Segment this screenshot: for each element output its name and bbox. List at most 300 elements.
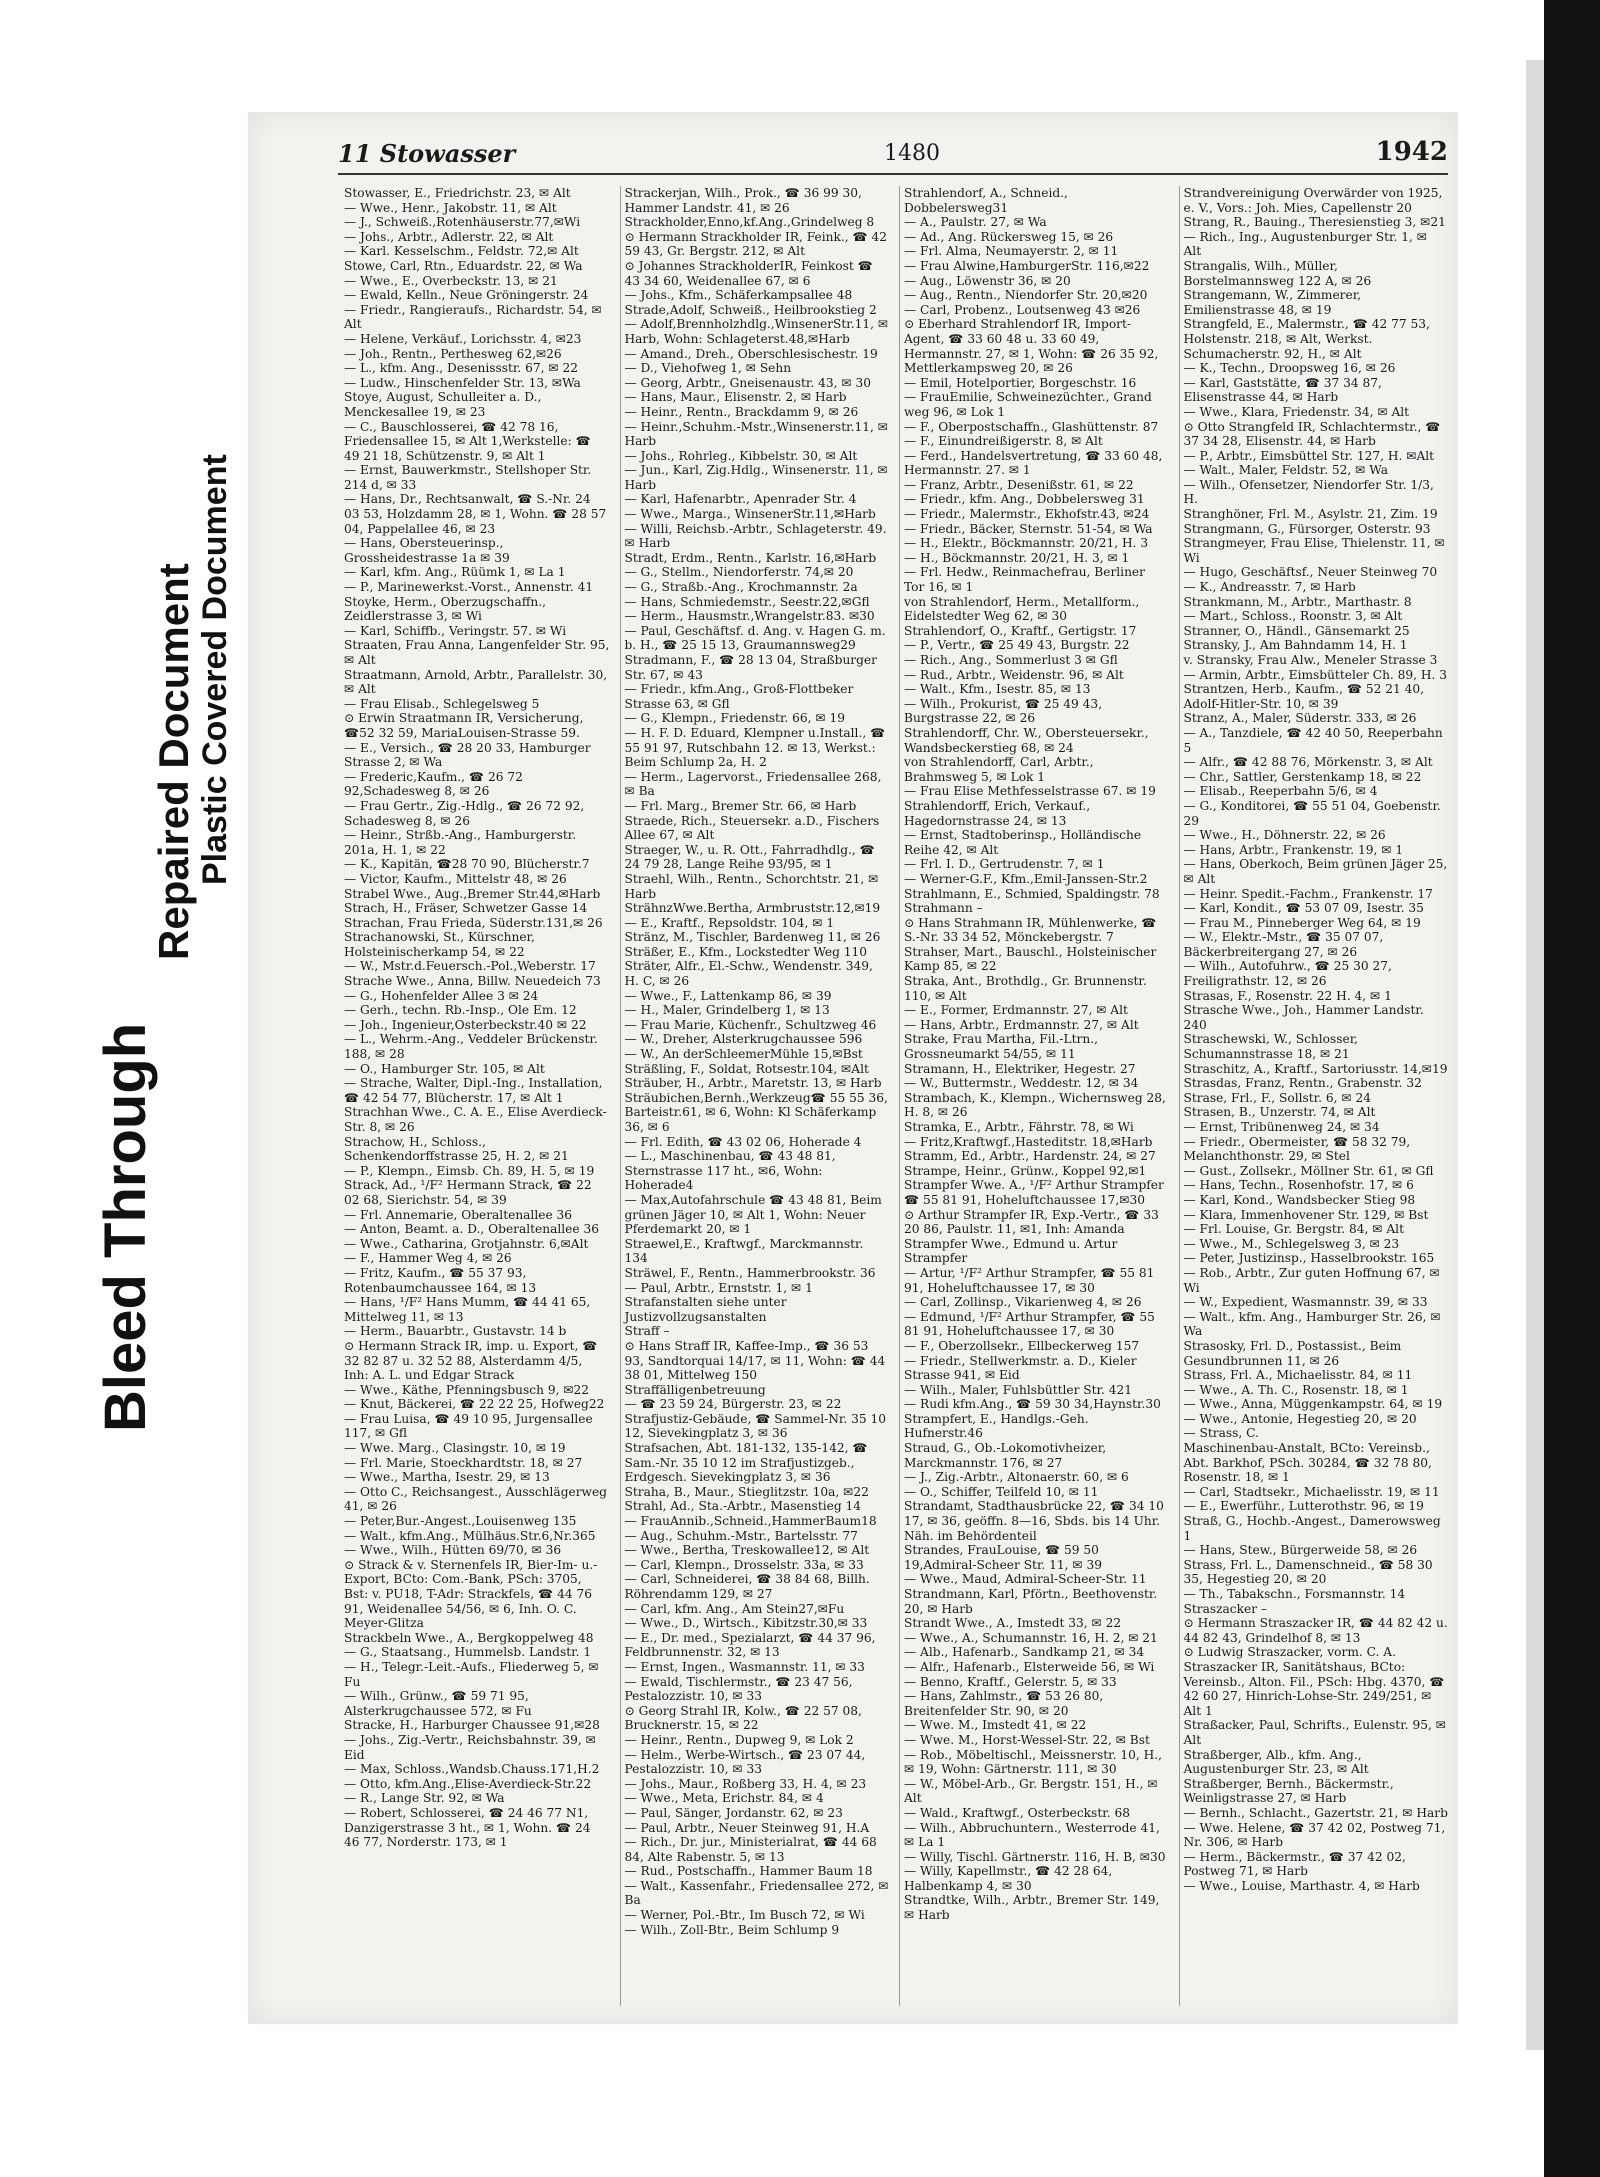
- directory-entry: — Wilh., Maler, Fuhlsbüttler Str. 421: [904, 1382, 1133, 1397]
- directory-entry: von Strahlendorf, Herm., Metallform., Eidelstedter Weg 62, ✉ 30: [904, 594, 1140, 624]
- directory-entry: SträhnzWwe.Bertha, Armbruststr.12,✉19: [624, 901, 881, 916]
- directory-entry: — FrauAnnib.,Schneid.,HammerBaum18: [624, 1514, 877, 1529]
- directory-entry: — Paul, Arbtr., Neuer Steinweg 91, H.A: [624, 1820, 870, 1835]
- directory-entry: — F., Oberzollsekr., Ellbeckerweg 157: [904, 1338, 1140, 1353]
- directory-entry: — Herm., Lagervorst., Friedensallee 268, ✉ Ba: [624, 769, 882, 799]
- directory-entry: — Rudi kfm.Ang., ☎ 59 30 34,Haynstr.30: [904, 1397, 1161, 1412]
- directory-entry: — Johs., Rohrleg., Kibbelstr. 30, ✉ Alt: [624, 448, 858, 463]
- directory-entry: — Rich., Ing., Augustenburger Str. 1, ✉ Alt: [1183, 229, 1427, 259]
- directory-entry: — Ewald, Tischlermstr., ☎ 23 47 56, Pestalozzistr. 10, ✉ 33: [624, 1674, 853, 1704]
- directory-entry: — Jun., Karl, Zig.Hdlg., Winsenerstr. 11, ✉ Harb: [624, 463, 888, 492]
- directory-entry: — Ernst, Tribünenweg 24, ✉ 34: [1183, 1120, 1380, 1134]
- directory-entry: — Edmund, ¹/F² Arthur Strampfer, ☎ 55 81 91, Hoheluftchaussee 17, ✉ 30: [904, 1309, 1155, 1339]
- directory-entry: — Knut, Bäckerei, ☎ 22 22 25, Hofweg22: [344, 1397, 605, 1412]
- directory-entry: — Amand., Dreh., Oberschlesischestr. 19: [624, 346, 878, 361]
- directory-entry: Stradmann, F., ☎ 28 13 04, Straßburger Str. 67, ✉ 43: [624, 653, 877, 682]
- directory-entry: Stowasser, E., Friedrichstr. 23, ✉ Alt: [344, 186, 571, 200]
- directory-entry: — P., Arbtr., Eimsbüttel Str. 127, H. ✉Alt: [1183, 448, 1435, 463]
- directory-entry: — Anton, Beamt. a. D., Oberaltenallee 36: [344, 1222, 599, 1237]
- directory-entry: — W., Dreher, Alsterkrugchaussee 596: [624, 1032, 863, 1047]
- directory-entry: — Alfr., Hafenarb., Elsterweide 56, ✉ Wi: [904, 1659, 1155, 1674]
- directory-entry: Straschitz, A., Kraftf., Sartoriusstr. 14,✉19: [1183, 1061, 1448, 1076]
- directory-entry: — E., Dr. med., Spezialarzt, ☎ 44 37 96, Feldbrunnenstr. 32, ✉ 13: [624, 1630, 876, 1660]
- directory-entry: — Willi, Reichsb.-Arbtr., Schlageterstr. 49. ✉ Harb: [624, 521, 887, 551]
- directory-entry: — Carl, Stadtsekr., Michaelisstr. 19, ✉ 11: [1183, 1484, 1440, 1499]
- directory-entry: — Rich., Ang., Sommerlust 3 ✉ Gfl: [904, 653, 1118, 667]
- directory-entry: — Wwe., Meta, Erichstr. 84, ✉ 4: [624, 1791, 824, 1806]
- directory-entry: — Wwe., Marga., WinsenerStr.11,✉Harb: [624, 507, 876, 522]
- directory-entry: — F., Einundreißigerstr. 8, ✉ Alt: [904, 434, 1103, 449]
- directory-entry: — O., Hamburger Str. 105, ✉ Alt: [344, 1061, 545, 1076]
- directory-entry: Sträßling, F., Soldat, Rotsestr.104, ✉Alt: [624, 1061, 869, 1076]
- directory-entry: — A., Tanzdiele, ☎ 42 40 50, Reeperbahn 5: [1183, 725, 1443, 755]
- directory-entry: Stranner, O., Händl., Gänsemarkt 25: [1183, 623, 1410, 638]
- directory-entry: Straede, Rich., Steuersekr. a.D., Fischers Allee 67, ✉ Alt: [624, 813, 880, 843]
- directory-entry: Strangemann, W., Zimmerer, Emilienstrasse 48, ✉ 19: [1183, 288, 1362, 317]
- directory-entry: — Wilh., Ofensetzer, Niendorfer Str. 1/3, H.: [1183, 477, 1434, 507]
- directory-entry: — Hans, Schmiedemstr., Seestr.22,✉Gfl: [624, 594, 870, 609]
- directory-entry: — Johs., Zig.-Vertr., Reichsbahnstr. 39, ✉ Eid: [344, 1732, 596, 1762]
- directory-entry: — A., Paulstr. 27, ✉ Wa: [904, 215, 1047, 230]
- directory-entry: — Wwe. M., Horst-Wessel-Str. 22, ✉ Bst: [904, 1732, 1150, 1747]
- directory-entry: Straschewski, W., Schlosser, Schumannstrasse 18, ✉ 21: [1183, 1032, 1359, 1062]
- directory-entry: — G., Stellm., Niendorferstr. 74,✉ 20: [624, 565, 854, 580]
- directory-entry: — W., Buttermstr., Weddestr. 12, ✉ 34: [904, 1076, 1139, 1091]
- directory-entry: Strampe, Heinr., Grünw., Koppel 92,✉1: [904, 1163, 1147, 1178]
- directory-entry: — Wilh., Autofuhrw., ☎ 25 30 27, Freiligrathstr. 12, ✉ 26: [1183, 959, 1392, 989]
- directory-entry: — H., Maler, Grindelberg 1, ✉ 13: [624, 1003, 830, 1018]
- directory-entry: ⊙ Otto Strangfeld IR, Schlachtermstr., ☎ 37 34 28, Elisenstr. 44, ✉ Harb: [1183, 419, 1441, 449]
- directory-entry: — Wilh., Grünw., ☎ 59 71 95, Alsterkrugchaussee 572, ✉ Fu: [344, 1689, 532, 1718]
- directory-entry: Sträßer, E., Kfm., Lockstedter Weg 110: [624, 944, 868, 959]
- directory-entry: — Wwe., D., Wirtsch., Kibitzstr.30,✉ 33: [624, 1616, 868, 1631]
- directory-entry: — Fritz,Kraftwgf.,Hasteditstr. 18,✉Harb: [904, 1134, 1153, 1149]
- directory-entry: — Wilh., Zoll-Btr., Beim Schlump 9: [624, 1922, 840, 1937]
- directory-entry: Strabel Wwe., Aug.,Bremer Str.44,✉Harb: [344, 886, 601, 901]
- directory-entry: Strangmeyer, Frau Elise, Thielenstr. 11, ✉ Wi: [1183, 536, 1445, 565]
- directory-entry: Strahl, Ad., Sta.-Arbtr., Masenstieg 14: [624, 1499, 862, 1514]
- directory-entry: — Otto, kfm.Ang.,Elise-Averdieck-Str.22: [344, 1776, 592, 1791]
- directory-entry: — Peter,Bur.-Angest.,Louisenweg 135: [344, 1514, 577, 1529]
- page-edge-strip: [1526, 60, 1544, 2050]
- directory-entry: — D., Viehofweg 1, ✉ Sehn: [624, 361, 792, 376]
- directory-entry: Strafanstalten siehe unter Justizvollzugsanstalten: [624, 1295, 787, 1324]
- directory-entry: — Hans, Zahlmstr., ☎ 53 26 80, Breitenfelder Str. 90, ✉ 20: [904, 1689, 1104, 1718]
- directory-entry: — Elisab., Reeperbahn 5/6, ✉ 4: [1183, 784, 1378, 799]
- directory-entry: — Helm., Werbe-Wirtsch., ☎ 23 07 44, Pestalozzistr. 10, ✉ 33: [624, 1747, 866, 1777]
- directory-entry: — Hans, Arbtr., Frankenstr. 19, ✉ 1: [1183, 842, 1404, 857]
- directory-entry: — H. F. D. Eduard, Klempner u.Install., ☎ 55 91 97, Rutschbahn 12. ✉ 13, Werkst.: Beim Schlump 2a, H. 2: [624, 725, 886, 770]
- directory-entry: — Th., Tabakschn., Forsmannstr. 14: [1183, 1587, 1406, 1601]
- directory-entry: Straha, B., Maur., Stieglitzstr. 10a, ✉22: [624, 1484, 869, 1499]
- directory-entry: — Walt., Maler, Feldstr. 52, ✉ Wa: [1183, 463, 1388, 478]
- directory-entry: Sträubichen,Bernh.,Werkzeug☎ 55 55 36, Barteistr.61, ✉ 6, Wohn: Kl Schäferkamp 36, ✉ 6: [624, 1090, 888, 1134]
- directory-entry: — Walt., Kassenfahr., Friedensallee 272, ✉ Ba: [624, 1878, 889, 1908]
- directory-entry: — P., Vertr., ☎ 25 49 43, Burgstr. 22: [904, 638, 1130, 653]
- directory-entry: — Aug., Löwenstr 36, ✉ 20: [904, 273, 1071, 288]
- directory-entry: Strandt Wwe., A., Imstedt 33, ✉ 22: [904, 1616, 1122, 1631]
- directory-entry: — Frau Alwine,HamburgerStr. 116,✉22: [904, 258, 1150, 273]
- directory-entry: — Bernh., Schlacht., Gazertstr. 21, ✉ Harb: [1183, 1805, 1448, 1820]
- directory-entry: — Frl. Annemarie, Oberaltenallee 36: [344, 1207, 573, 1222]
- directory-entry: Stracke, H., Harburger Chaussee 91,✉28: [344, 1718, 600, 1733]
- directory-entry: Strackholder,Enno,kf.Ang.,Grindelweg 8: [624, 215, 875, 230]
- directory-entry: ⊙ Georg Strahl IR, Kolw., ☎ 22 57 08, Brucknerstr. 15, ✉ 22: [624, 1703, 862, 1733]
- directory-entry: — Hans, ¹/F² Hans Mumm, ☎ 44 41 65, Mittelweg 11, ✉ 13: [344, 1295, 591, 1324]
- directory-entry: — Walt., Kfm., Isestr. 85, ✉ 13: [904, 682, 1091, 697]
- directory-entry: Strambach, K., Klempn., Wichernsweg 28, H. 8, ✉ 26: [904, 1090, 1166, 1120]
- directory-entry: Stramm, Ed., Arbtr., Hardenstr. 24, ✉ 27: [904, 1149, 1156, 1164]
- directory-entry: — Frau Elisab., Schlegelsweg 5: [344, 696, 540, 711]
- directory-entry: — L., kfm. Ang., Desenissstr. 67, ✉ 22: [344, 361, 578, 376]
- directory-entry: — Heinr.,Schuhm.-Mstr.,Winsenerstr.11, ✉ Harb: [624, 419, 888, 449]
- directory-entry: — Frl. I. D., Gertrudenstr. 7, ✉ 1: [904, 857, 1105, 872]
- directory-entry: Strandamt, Stadthausbrücke 22, ☎ 34 10 17, ✉ 36, geöffn. 8—16, Sbds. bis 14 Uhr. Näh. im Behördenteil: [904, 1499, 1164, 1543]
- directory-entry: — Carl, Schneiderei, ☎ 38 84 68, Billh. Röhrendamm 129, ✉ 27: [624, 1572, 870, 1601]
- directory-entry: — Friedr., Obermeister, ☎ 58 32 79, Melanchthonstr. 29, ✉ Stel: [1183, 1134, 1411, 1164]
- directory-entry: — Frau Marie, Küchenfr., Schultzweg 46: [624, 1017, 877, 1032]
- directory-entry: — W., Elektr.-Mstr., ☎ 35 07 07, Bäckerbreitergang 27, ✉ 26: [1183, 930, 1384, 959]
- directory-entry: Strankmann, M., Arbtr., Marthastr. 8: [1183, 594, 1412, 609]
- directory-entry: — Karl, kfm. Ang., Rüümk 1, ✉ La 1: [344, 565, 566, 580]
- directory-entry: Strache Wwe., Anna, Billw. Neuedeich 73: [344, 974, 601, 989]
- directory-entry: — Otto C., Reichsangest., Ausschlägerweg 41, ✉ 26: [344, 1484, 607, 1514]
- directory-entry: — Rich., Dr. jur., Ministerialrat, ☎ 44 68 84, Alte Rabenstr. 5, ✉ 13: [624, 1835, 877, 1864]
- directory-entry: — Helene, Verkäuf., Lorichsstr. 4, ✉23: [344, 331, 582, 346]
- directory-entry: — Hans, Techn., Rosenhofstr. 17, ✉ 6: [1183, 1178, 1414, 1193]
- directory-entry: Strang, R., Bauing., Theresienstieg 3, ✉21: [1183, 215, 1446, 230]
- directory-entry: — J., Zig.-Arbtr., Altonaerstr. 60, ✉ 6: [904, 1470, 1129, 1485]
- header-running-title: 11 Stowasser: [338, 139, 516, 168]
- directory-entry: Strahlendorff, Chr. W., Obersteuersekr., Wandsbeckerstieg 68, ✉ 24: [904, 725, 1149, 755]
- directory-entry: — Friedr., kfm.Ang., Groß-Flottbeker Strasse 63, ✉ Gfl: [624, 682, 854, 711]
- directory-entry: Straß, G., Hochb.-Angest., Damerowsweg 1: [1183, 1514, 1441, 1543]
- directory-entry: Strandmann, Karl, Pförtn., Beethovenstr. 20, ✉ Harb: [904, 1587, 1158, 1616]
- directory-entry: — Karl. Kesselschm., Feldstr. 72,✉ Alt: [344, 244, 579, 259]
- directory-entry: Strahlendorf, O., Kraftf., Gertigstr. 17: [904, 623, 1137, 638]
- directory-entry: — Wwe., F., Lattenkamp 86, ✉ 39: [624, 988, 832, 1003]
- bleed-through-label: Bleed Through: [93, 1022, 158, 1432]
- directory-entry: — Werner, Pol.-Btr., Im Busch 72, ✉ Wi: [624, 1908, 865, 1923]
- directory-entry: — Wwe. Helene, ☎ 37 42 02, Postweg 71, Nr. 306, ✉ Harb: [1183, 1820, 1446, 1850]
- directory-entry: Straka, Ant., Brothdlg., Gr. Brunnenstr. 110, ✉ Alt: [904, 974, 1147, 1003]
- directory-entry: — K., Andreasstr. 7, ✉ Harb: [1183, 580, 1356, 595]
- directory-entry: Strahser, Mart., Bauschl., Holsteinischer Kamp 85, ✉ 22: [904, 944, 1157, 974]
- directory-entry: — Wilh., Abbruchuntern., Westerrode 41, ✉ La 1: [904, 1820, 1160, 1850]
- directory-entry: — G., Klempn., Friedenstr. 66, ✉ 19: [624, 711, 846, 726]
- directory-entry: — W., Möbel-Arb., Gr. Bergstr. 151, H., ✉ Alt: [904, 1776, 1158, 1806]
- directory-entry: Stranghöner, Frl. M., Asylstr. 21, Zim. 19: [1183, 507, 1438, 522]
- directory-entry: — Victor, Kaufm., Mittelstr 48, ✉ 26: [344, 871, 567, 886]
- directory-entry: — Herm., Bauarbtr., Gustavstr. 14 b: [344, 1324, 567, 1339]
- directory-entry: — H., Böckmannstr. 20/21, H. 3, ✉ 1: [904, 550, 1130, 565]
- directory-entry: Strachanowski, St., Kürschner, Holsteinischerkamp 54, ✉ 22: [344, 930, 535, 959]
- directory-entry: — Heinr. Spedit.-Fachm., Frankenstr. 17: [1183, 886, 1433, 901]
- directory-entry: — Johs., Kfm., Schäferkampsallee 48: [624, 288, 853, 303]
- directory-entry: — Frl. Louise, Gr. Bergstr. 84, ✉ Alt: [1183, 1222, 1404, 1237]
- directory-entry: — Wwe., H., Döhnerstr. 22, ✉ 26: [1183, 828, 1386, 843]
- directory-entry: — Frau Luisa, ☎ 49 10 95, Jurgensallee 117, ✉ Gfl: [344, 1411, 593, 1441]
- directory-entry: — Karl, Kond., Wandsbecker Stieg 98: [1183, 1192, 1416, 1207]
- directory-entry: — Willy, Tischl. Gärtnerstr. 116, H. B, ✉30: [904, 1849, 1166, 1864]
- directory-entry: — Karl, Hafenarbtr., Apenrader Str. 4: [624, 492, 857, 507]
- directory-entry: — Hans, Maur., Elisenstr. 2, ✉ Harb: [624, 390, 847, 405]
- directory-entry: — L., Maschinenbau, ☎ 43 48 81, Sternstrasse 117 ht., ✉6, Wohn: Hoherade4: [624, 1149, 836, 1193]
- directory-entry: — Rob., Arbtr., Zur guten Hoffnung 67, ✉ Wi: [1183, 1265, 1440, 1295]
- directory-entry: Strangalis, Wilh., Müller, Borstelmannsweg 122 A, ✉ 26: [1183, 258, 1372, 288]
- directory-entry: ⊙ Hans Strahmann IR, Mühlenwerke, ☎ S.-Nr. 33 34 52, Mönckebergstr. 7: [904, 915, 1157, 945]
- directory-entry: — Aug., Rentn., Niendorfer Str. 20,✉20: [904, 288, 1148, 303]
- directory-entry: — Hugo, Geschäftsf., Neuer Steinweg 70: [1183, 565, 1438, 580]
- directory-entry: — Johs., Maur., Roßberg 33, H. 4, ✉ 23: [624, 1776, 867, 1791]
- directory-entry: Strandes, FrauLouise, ☎ 59 50 19,Admiral-Scheer Str. 11, ✉ 39: [904, 1543, 1103, 1572]
- directory-entry: — Gerh., techn. Rb.-Insp., Ole Em. 12: [344, 1003, 577, 1018]
- column-4: [1179, 186, 1453, 2006]
- directory-entry: Strachow, H., Schloss., Schenkendorffstrasse 25, H. 2, ✉ 21: [344, 1134, 569, 1164]
- directory-entry: — Frl. Alma, Neumayerstr. 2, ✉ 11: [904, 244, 1119, 259]
- directory-entry: — Chr., Sattler, Gerstenkamp 18, ✉ 22: [1183, 769, 1422, 784]
- directory-entry: — Heinr., Strßb.-Ang., Hamburgerstr. 201a, H. 1, ✉ 22: [344, 828, 577, 857]
- directory-entry: Stränz, M., Tischler, Bardenweg 11, ✉ 26: [624, 930, 881, 945]
- directory-entry: — Karl, Gaststätte, ☎ 37 34 87, Elisenstrasse 44, ✉ Harb: [1183, 375, 1382, 405]
- directory-entry: — Wwe. M., Imstedt 41, ✉ 22: [904, 1718, 1087, 1733]
- directory-entry: — Frl. Hedw., Reinmachefrau, Berliner Tor 16, ✉ 1: [904, 565, 1145, 595]
- directory-entry: — Wwe., Antonie, Hegestieg 20, ✉ 20: [1183, 1411, 1417, 1426]
- directory-entry: — G., Hohenfelder Allee 3 ✉ 24: [344, 988, 539, 1003]
- directory-entry: Strangfeld, E., Malermstr., ☎ 42 77 53, Holstenstr. 218, ✉ Alt, Werkst. Schumacherstr. 92, H., ✉ Alt: [1183, 317, 1430, 361]
- directory-entry: — Wwe. Marg., Clasingstr. 10, ✉ 19: [344, 1441, 566, 1456]
- directory-entry: — Hans, Dr., Rechtsanwalt, ☎ S.-Nr. 24 03 53, Holzdamm 28, ✉ 1, Wohn. ☎ 28 57 04, Pappelallee 46, ✉ 23: [344, 492, 607, 536]
- directory-entry: — Wilh., Prokurist, ☎ 25 49 43, Burgstrasse 22, ✉ 26: [904, 696, 1103, 726]
- plastic-covered-label: Plastic Covered Document: [196, 454, 234, 885]
- directory-entry: — Ad., Ang. Rückersweg 15, ✉ 26: [904, 229, 1114, 244]
- directory-entry: ⊙ Johannes StrackholderIR, Feinkost ☎ 43 34 60, Weidenallee 67, ✉ 6: [624, 258, 873, 288]
- directory-entry: ⊙ Hermann Straszacker IR, ☎ 44 82 42 u. 44 82 43, Grindelhof 8, ✉ 13: [1183, 1616, 1448, 1645]
- directory-entry: — Heinr., Rentn., Dupweg 9, ✉ Lok 2: [624, 1732, 854, 1747]
- directory-entry: — Wwe., Wilh., Hütten 69/70, ✉ 36: [344, 1543, 562, 1558]
- directory-entry: — Wwe., M., Schlegelsweg 3, ✉ 23: [1183, 1236, 1400, 1251]
- directory-entry: Straffälligenbetreuung: [624, 1382, 766, 1397]
- directory-entry: — FrauEmilie, Schweinezüchter., Grand weg 96, ✉ Lok 1: [904, 390, 1152, 419]
- directory-entry: Strafjustiz-Gebäude, ☎ Sammel-Nr. 35 10 12, Sievekingplatz 3, ✉ 36: [624, 1411, 886, 1441]
- directory-entry: Strasche Wwe., Joh., Hammer Landstr. 240: [1183, 1003, 1424, 1032]
- directory-entry: — Walt., kfm. Ang., Hamburger Str. 26, ✉ Wa: [1183, 1309, 1441, 1339]
- directory-entry: Strass, Frl. A., Michaelisstr. 84, ✉ 11: [1183, 1368, 1413, 1383]
- directory-entry: — Carl, Zollinsp., Vikarienweg 4, ✉ 26: [904, 1295, 1142, 1310]
- directory-entry: — Alb., Hafenarb., Sandkamp 21, ✉ 34: [904, 1645, 1145, 1660]
- directory-entry: — Wwe., E., Overbeckstr. 13, ✉ 21: [344, 273, 558, 288]
- directory-entry: — Frau Gertr., Zig.-Hdlg., ☎ 26 72 92, Schadesweg 8, ✉ 26: [344, 798, 585, 828]
- directory-entry: — P., Marinewerkst.-Vorst., Annenstr. 41: [344, 580, 594, 595]
- directory-entry: v. Stransky, Frau Alw., Meneler Strasse 3: [1183, 653, 1438, 667]
- directory-entry: ⊙ Eberhard Strahlendorf IR, Import-Agent, ☎ 33 60 48 u. 33 60 49, Hermannstr. 27, ✉ 1, Wohn: ☎ 26 35 92, Mettlerkampsweg 20, ✉ 26: [904, 317, 1159, 376]
- directory-entry: — Carl, Klempn., Drosselstr. 33a, ✉ 33: [624, 1557, 864, 1572]
- directory-entry: — Willy, Kapellmstr., ☎ 42 28 64, Halbenkamp 4, ✉ 30: [904, 1864, 1113, 1893]
- directory-entry: — H., Elektr., Böckmannstr. 20/21, H. 3: [904, 536, 1149, 551]
- directory-entry: Strasen, B., Unzerstr. 74, ✉ Alt: [1183, 1105, 1376, 1120]
- directory-entry: Stowe, Carl, Rtn., Eduardstr. 22, ✉ Wa: [344, 258, 583, 273]
- directory-entry: — C., Bauschlosserei, ☎ 42 78 16, Friedensallee 15, ✉ Alt 1,Werkstelle: ☎ 49 21 18, Schützenstr. 9, ✉ Alt 1: [344, 419, 591, 463]
- directory-entry: — Wwe., Catharina, Grotjahnstr. 6,✉Alt: [344, 1236, 589, 1251]
- directory-entry: — Robert, Schlosserei, ☎ 24 46 77 N1, Danzigerstrasse 3 ht., ✉ 1, Wohn. ☎ 24 46 77, Norderstr. 173, ✉ 1: [344, 1805, 591, 1850]
- directory-entry: — W., Mstr.d.Feuersch.-Pol.,Weberstr. 17: [344, 959, 596, 974]
- directory-entry: ⊙ Hermann Strack IR, imp. u. Export, ☎ 32 82 87 u. 32 52 88, Alsterdamm 4/5, Inh: A. L. und Edgar Strack: [344, 1338, 598, 1383]
- directory-entry: Stradt, Erdm., Rentn., Karlstr. 16,✉Harb: [624, 550, 877, 565]
- directory-entry: — Walt., kfm.Ang., Mülhäus.Str.6,Nr.365: [344, 1528, 596, 1543]
- directory-entry: — Carl, kfm. Ang., Am Stein27,✉Fu: [624, 1601, 845, 1616]
- directory-entry: Strackbeln Wwe., A., Bergkoppelweg 48: [344, 1630, 594, 1645]
- directory-entry: — P., Klempn., Eimsb. Ch. 89, H. 5, ✉ 19: [344, 1163, 595, 1178]
- directory-entry: — Frl. Edith, ☎ 43 02 06, Hoherade 4: [624, 1134, 862, 1149]
- directory-entry: Strahlmann, E., Schmied, Spaldingstr. 78: [904, 886, 1160, 901]
- directory-entry: — Gust., Zollsekr., Möllner Str. 61, ✉ Gfl: [1183, 1163, 1434, 1178]
- directory-entry: — Rud., Arbtr., Weidenstr. 96, ✉ Alt: [904, 667, 1124, 682]
- directory-entry: — Georg, Arbtr., Gneisenaustr. 43, ✉ 30: [624, 375, 872, 390]
- directory-entry: Strack, Ad., ¹/F² Hermann Strack, ☎ 22 02 68, Sierichstr. 54, ✉ 39: [344, 1178, 592, 1207]
- header-year: 1942: [1375, 137, 1448, 167]
- directory-entry: — Wwe., Martha, Isestr. 29, ✉ 13: [344, 1470, 550, 1485]
- directory-entry: — Fritz, Kaufm., ☎ 55 37 93, Rotenbaumchaussee 164, ✉ 13: [344, 1265, 537, 1295]
- directory-entry: Straehl, Wilh., Rentn., Schorchtstr. 21, ✉ Harb: [624, 871, 879, 901]
- directory-entry: — H., Telegr.-Leit.-Aufs., Fliederweg 5, ✉ Fu: [344, 1659, 599, 1689]
- directory-entry: — Frl. Marg., Bremer Str. 66, ✉ Harb: [624, 798, 857, 813]
- directory-entry: von Strahlendorff, Carl, Arbtr., Brahmsweg 5, ✉ Lok 1: [904, 755, 1094, 784]
- directory-entry: Strangmann, G., Fürsorger, Osterstr. 93: [1183, 521, 1431, 536]
- directory-entry: Strach, H., Fräser, Schwetzer Gasse 14: [344, 901, 588, 916]
- directory-entry: — R., Lange Str. 92, ✉ Wa: [344, 1791, 505, 1806]
- directory-entry: Straszacker –: [1183, 1601, 1267, 1616]
- directory-entry: Stoyke, Herm., Oberzugschaffn., Zeidlerstrasse 3, ✉ Wi: [344, 594, 547, 624]
- directory-entry: — Friedr., Rangieraufs., Richardstr. 54, ✉ Alt: [344, 302, 602, 332]
- directory-page: [248, 112, 1458, 2024]
- directory-entry: Strake, Frau Martha, Fil.-Ltrn., Grossneumarkt 54/55, ✉ 11: [904, 1032, 1098, 1062]
- directory-entry: — Hans, Arbtr., Erdmannstr. 27, ✉ Alt: [904, 1017, 1139, 1032]
- directory-entry: — Ludw., Hinschenfelder Str. 13, ✉Wa: [344, 375, 581, 390]
- directory-entry: — Frl. Marie, Stoeckhardtstr. 18, ✉ 27: [344, 1455, 583, 1470]
- directory-entry: — Peter, Justizinsp., Hasselbrookstr. 165: [1183, 1251, 1435, 1266]
- directory-entry: — Wwe., Henr., Jakobstr. 11, ✉ Alt: [344, 200, 557, 215]
- directory-entry: Straßacker, Paul, Schrifts., Eulenstr. 95, ✉ Alt: [1183, 1718, 1446, 1747]
- directory-entry: — Mart., Schloss., Roonstr. 3, ✉ Alt: [1183, 609, 1403, 624]
- directory-entry: — E., Former, Erdmannstr. 27, ✉ Alt: [904, 1003, 1128, 1018]
- directory-entry: — Friedr., kfm. Ang., Dobbelersweg 31: [904, 492, 1145, 507]
- directory-entry: — Herm., Bäckermstr., ☎ 37 42 02, Postweg 71, ✉ Harb: [1183, 1849, 1406, 1879]
- directory-entry: — Johs., Arbtr., Adlerstr. 22, ✉ Alt: [344, 229, 554, 244]
- directory-entry: — Rob., Möbeltischl., Meissnerstr. 10, H., ✉ 19, Wohn: Gärtnerstr. 111, ✉ 30: [904, 1747, 1162, 1777]
- directory-entry: — Ernst, Bauwerkmstr., Stellshoper Str. 214 d, ✉ 33: [344, 463, 592, 492]
- directory-entry: Strahlendorf, A., Schneid., Dobbelersweg31: [904, 186, 1068, 215]
- directory-entry: — Friedr., Malermstr., Ekhofstr.43, ✉24: [904, 507, 1150, 522]
- directory-entry: — Rud., Postschaffn., Hammer Baum 18: [624, 1864, 873, 1879]
- directory-entry: — E., Ewerführ., Lutterothstr. 96, ✉ 19: [1183, 1499, 1424, 1514]
- directory-entry: — Joh., Ingenieur,Osterbeckstr.40 ✉ 22: [344, 1017, 587, 1032]
- directory-entry: — G., Staatsang., Hummelsb. Landstr. 1: [344, 1645, 592, 1660]
- entry-columns: [340, 186, 1452, 2006]
- directory-entry: — Max,Autofahrschule ☎ 43 48 81, Beim grünen Jäger 10, ✉ Alt 1, Wohn: Neuer Pferdemarkt 20, ✉ 1: [624, 1192, 882, 1237]
- directory-entry: — Wwe., Anna, Müggenkampstr. 64, ✉ 19: [1183, 1397, 1443, 1412]
- directory-entry: — Hans, Stew., Bürgerweide 58, ✉ 26: [1183, 1543, 1418, 1558]
- directory-entry: Stranz, A., Maler, Süderstr. 333, ✉ 26: [1183, 711, 1417, 726]
- directory-entry: — ☎ 23 59 24, Bürgerstr. 23, ✉ 22: [624, 1397, 842, 1412]
- directory-entry: — K., Techn., Droopsweg 16, ✉ 26: [1183, 361, 1396, 376]
- directory-entry: — Ernst, Ingen., Wasmannstr. 11, ✉ 33: [624, 1659, 865, 1674]
- directory-entry: — F., Hammer Weg 4, ✉ 26: [344, 1251, 512, 1266]
- directory-entry: — Artur, ¹/F² Arthur Strampfer, ☎ 55 81 91, Hoheluftchaussee 17, ✉ 30: [904, 1265, 1155, 1295]
- directory-entry: — Werner-G.F., Kfm.,Emil-Janssen-Str.2: [904, 871, 1148, 886]
- directory-entry: Strasdas, Franz, Rentn., Grabenstr. 32: [1183, 1076, 1422, 1091]
- directory-entry: — W., An derSchleemerMühle 15,✉Bst: [624, 1047, 863, 1062]
- column-3: [899, 186, 1173, 2006]
- directory-entry: Strampfert, E., Handlgs.-Geh. Hufnerstr.46: [904, 1411, 1089, 1441]
- directory-entry: — Wald., Kraftwgf., Osterbeckstr. 68: [904, 1805, 1130, 1820]
- directory-entry: — Klara, Immenhovener Str. 129, ✉ Bst: [1183, 1207, 1429, 1222]
- page-header: [338, 137, 1448, 175]
- directory-entry: — Frau M., Pinneberger Weg 64, ✉ 19: [1183, 915, 1421, 930]
- directory-entry: Strandtke, Wilh., Arbtr., Bremer Str. 149, ✉ Harb: [904, 1893, 1160, 1923]
- directory-entry: Straff –: [624, 1324, 670, 1339]
- directory-entry: ⊙ Erwin Straatmann IR, Versicherung, ☎52 32 59, MariaLouisen-Strasse 59.: [344, 711, 584, 740]
- directory-entry: — Wwe., Bertha, Treskowallee12, ✉ Alt: [624, 1543, 870, 1558]
- directory-entry: Straßberger, Bernh., Bäckermstr., Weinligstrasse 27, ✉ Harb: [1183, 1776, 1394, 1806]
- scan-border-right: [1544, 0, 1600, 2177]
- directory-entry: — Ernst, Stadtoberinsp., Holländische Reihe 42, ✉ Alt: [904, 828, 1142, 857]
- directory-entry: — Carl, Probenz., Loutsenweg 43 ✉26: [904, 302, 1141, 317]
- directory-entry: Strade,Adolf, Schweiß., Heilbrookstieg 2: [624, 302, 877, 317]
- directory-entry: — Ewald, Kelln., Neue Gröningerstr. 24: [344, 288, 589, 303]
- directory-entry: — Aug., Schuhm.-Mstr., Bartelsstr. 77: [624, 1528, 858, 1543]
- directory-entry: — Wwe., Maud, Admiral-Scheer-Str. 11: [904, 1572, 1147, 1587]
- directory-entry: — E., Versich., ☎ 28 20 33, Hamburger Strasse 2, ✉ Wa: [344, 740, 591, 770]
- directory-entry: — Karl, Schiffb., Veringstr. 57. ✉ Wi: [344, 623, 567, 638]
- directory-entry: ⊙ Arthur Strampfer IR, Exp.-Vertr., ☎ 33 20 86, Paulstr. 11, ✉1, Inh: Amanda Strampfer Wwe., Edmund u. Artur Strampfer: [904, 1207, 1159, 1266]
- directory-entry: — G., Konditorei, ☎ 55 51 04, Goebenstr. 29: [1183, 798, 1441, 828]
- directory-entry: ⊙ Hans Straff IR, Kaffee-Imp., ☎ 36 53 93, Sandtorquai 14/17, ✉ 11, Wohn: ☎ 44 38 01, Mittelweg 150: [624, 1338, 886, 1383]
- directory-entry: Strachhan Wwe., C. A. E., Elise Averdieck-Str. 8, ✉ 26: [344, 1105, 607, 1134]
- directory-entry: Stoye, August, Schulleiter a. D., Menckesallee 19, ✉ 23: [344, 390, 542, 419]
- directory-entry: — Emil, Hotelportier, Borgeschstr. 16: [904, 375, 1137, 390]
- directory-entry: — Benno, Kraftf., Gelerstr. 5, ✉ 33: [904, 1674, 1117, 1689]
- directory-entry: Strass, Frl. L., Damenschneid., ☎ 58 30 35, Hegestieg 20, ✉ 20: [1183, 1557, 1433, 1587]
- directory-entry: — Wwe., Käthe, Pfenningsbusch 9, ✉22: [344, 1382, 590, 1397]
- directory-entry: — Strache, Walter, Dipl.-Ing., Installation, ☎ 42 54 77, Blücherstr. 17, ✉ Alt 1: [344, 1076, 603, 1105]
- directory-entry: Maschinenbau-Anstalt, BCto: Vereinsb., Abt. Barkhof, PSch. 30284, ☎ 32 78 80, Rosenstr. 18, ✉ 1: [1183, 1441, 1432, 1485]
- directory-entry: — F., Oberpostschaffn., Glashüttenstr. 87: [904, 419, 1159, 434]
- directory-entry: Strantzen, Herb., Kaufm., ☎ 52 21 40, Adolf-Hitler-Str. 10, ✉ 39: [1183, 682, 1425, 711]
- directory-entry: Straatmann, Arnold, Arbtr., Parallelstr. 30, ✉ Alt: [344, 667, 608, 697]
- directory-entry: Strasas, F., Rosenstr. 22 H. 4, ✉ 1: [1183, 988, 1392, 1003]
- directory-entry: Stramka, E., Arbtr., Fährstr. 78, ✉ Wi: [904, 1120, 1134, 1134]
- directory-entry: Strandvereinigung Overwärder von 1925, e. V., Vors.: Joh. Mies, Capellenstr 20: [1183, 186, 1443, 215]
- directory-entry: — Adolf,Brennholzhdlg.,WinsenerStr.11, ✉Harb, Wohn: Schlageterst.48,✉Harb: [624, 317, 889, 346]
- directory-entry: ⊙ Hermann Strackholder IR, Feink., ☎ 42 59 43, Gr. Bergstr. 212, ✉ Alt: [624, 229, 888, 259]
- directory-entry: Straaten, Frau Anna, Langenfelder Str. 95, ✉ Alt: [344, 638, 610, 667]
- directory-entry: — W., Expedient, Wasmannstr. 39, ✉ 33: [1183, 1295, 1428, 1310]
- directory-entry: — Franz, Arbtr., Desenißstr. 61, ✉ 22: [904, 477, 1134, 492]
- directory-entry: — Wwe., A. Th. C., Rosenstr. 18, ✉ 1: [1183, 1382, 1409, 1397]
- directory-entry: Stramann, H., Elektriker, Hegestr. 27: [904, 1061, 1136, 1076]
- directory-entry: Straewel,E., Kraftwgf., Marckmannstr. 134: [624, 1236, 864, 1266]
- directory-entry: — Wwe., Klara, Friedenstr. 34, ✉ Alt: [1183, 404, 1410, 419]
- directory-entry: — Wwe., Louise, Marthastr. 4, ✉ Harb: [1183, 1878, 1420, 1893]
- directory-entry: — L., Wehrm.-Ang., Veddeler Brückenstr. 188, ✉ 28: [344, 1032, 598, 1062]
- directory-entry: Sträwel, F., Rentn., Hammerbrookstr. 36: [624, 1265, 876, 1280]
- column-1: [340, 186, 614, 2006]
- directory-entry: — Paul, Sänger, Jordanstr. 62, ✉ 23: [624, 1805, 843, 1820]
- directory-entry: ⊙ Ludwig Straszacker, vorm. C. A. Straszacker IR, Sanitätshaus, BCto: Vereinsb., Alton. Fil., PSch: Hbg. 4370, ☎ 42 60 27, Hinrich-Lohse-Str. 249/251, ✉ Alt 1: [1183, 1645, 1445, 1718]
- directory-entry: Straud, G., Ob.-Lokomotivheizer, Marckmannstr. 176, ✉ 27: [904, 1441, 1107, 1470]
- directory-entry: Strampfer Wwe. A., ¹/F² Arthur Strampfer ☎ 55 81 91, Hoheluftchaussee 17,✉30: [904, 1178, 1164, 1207]
- directory-entry: Strackerjan, Wilh., Prok., ☎ 36 99 30, Hammer Landstr. 41, ✉ 26: [624, 186, 862, 215]
